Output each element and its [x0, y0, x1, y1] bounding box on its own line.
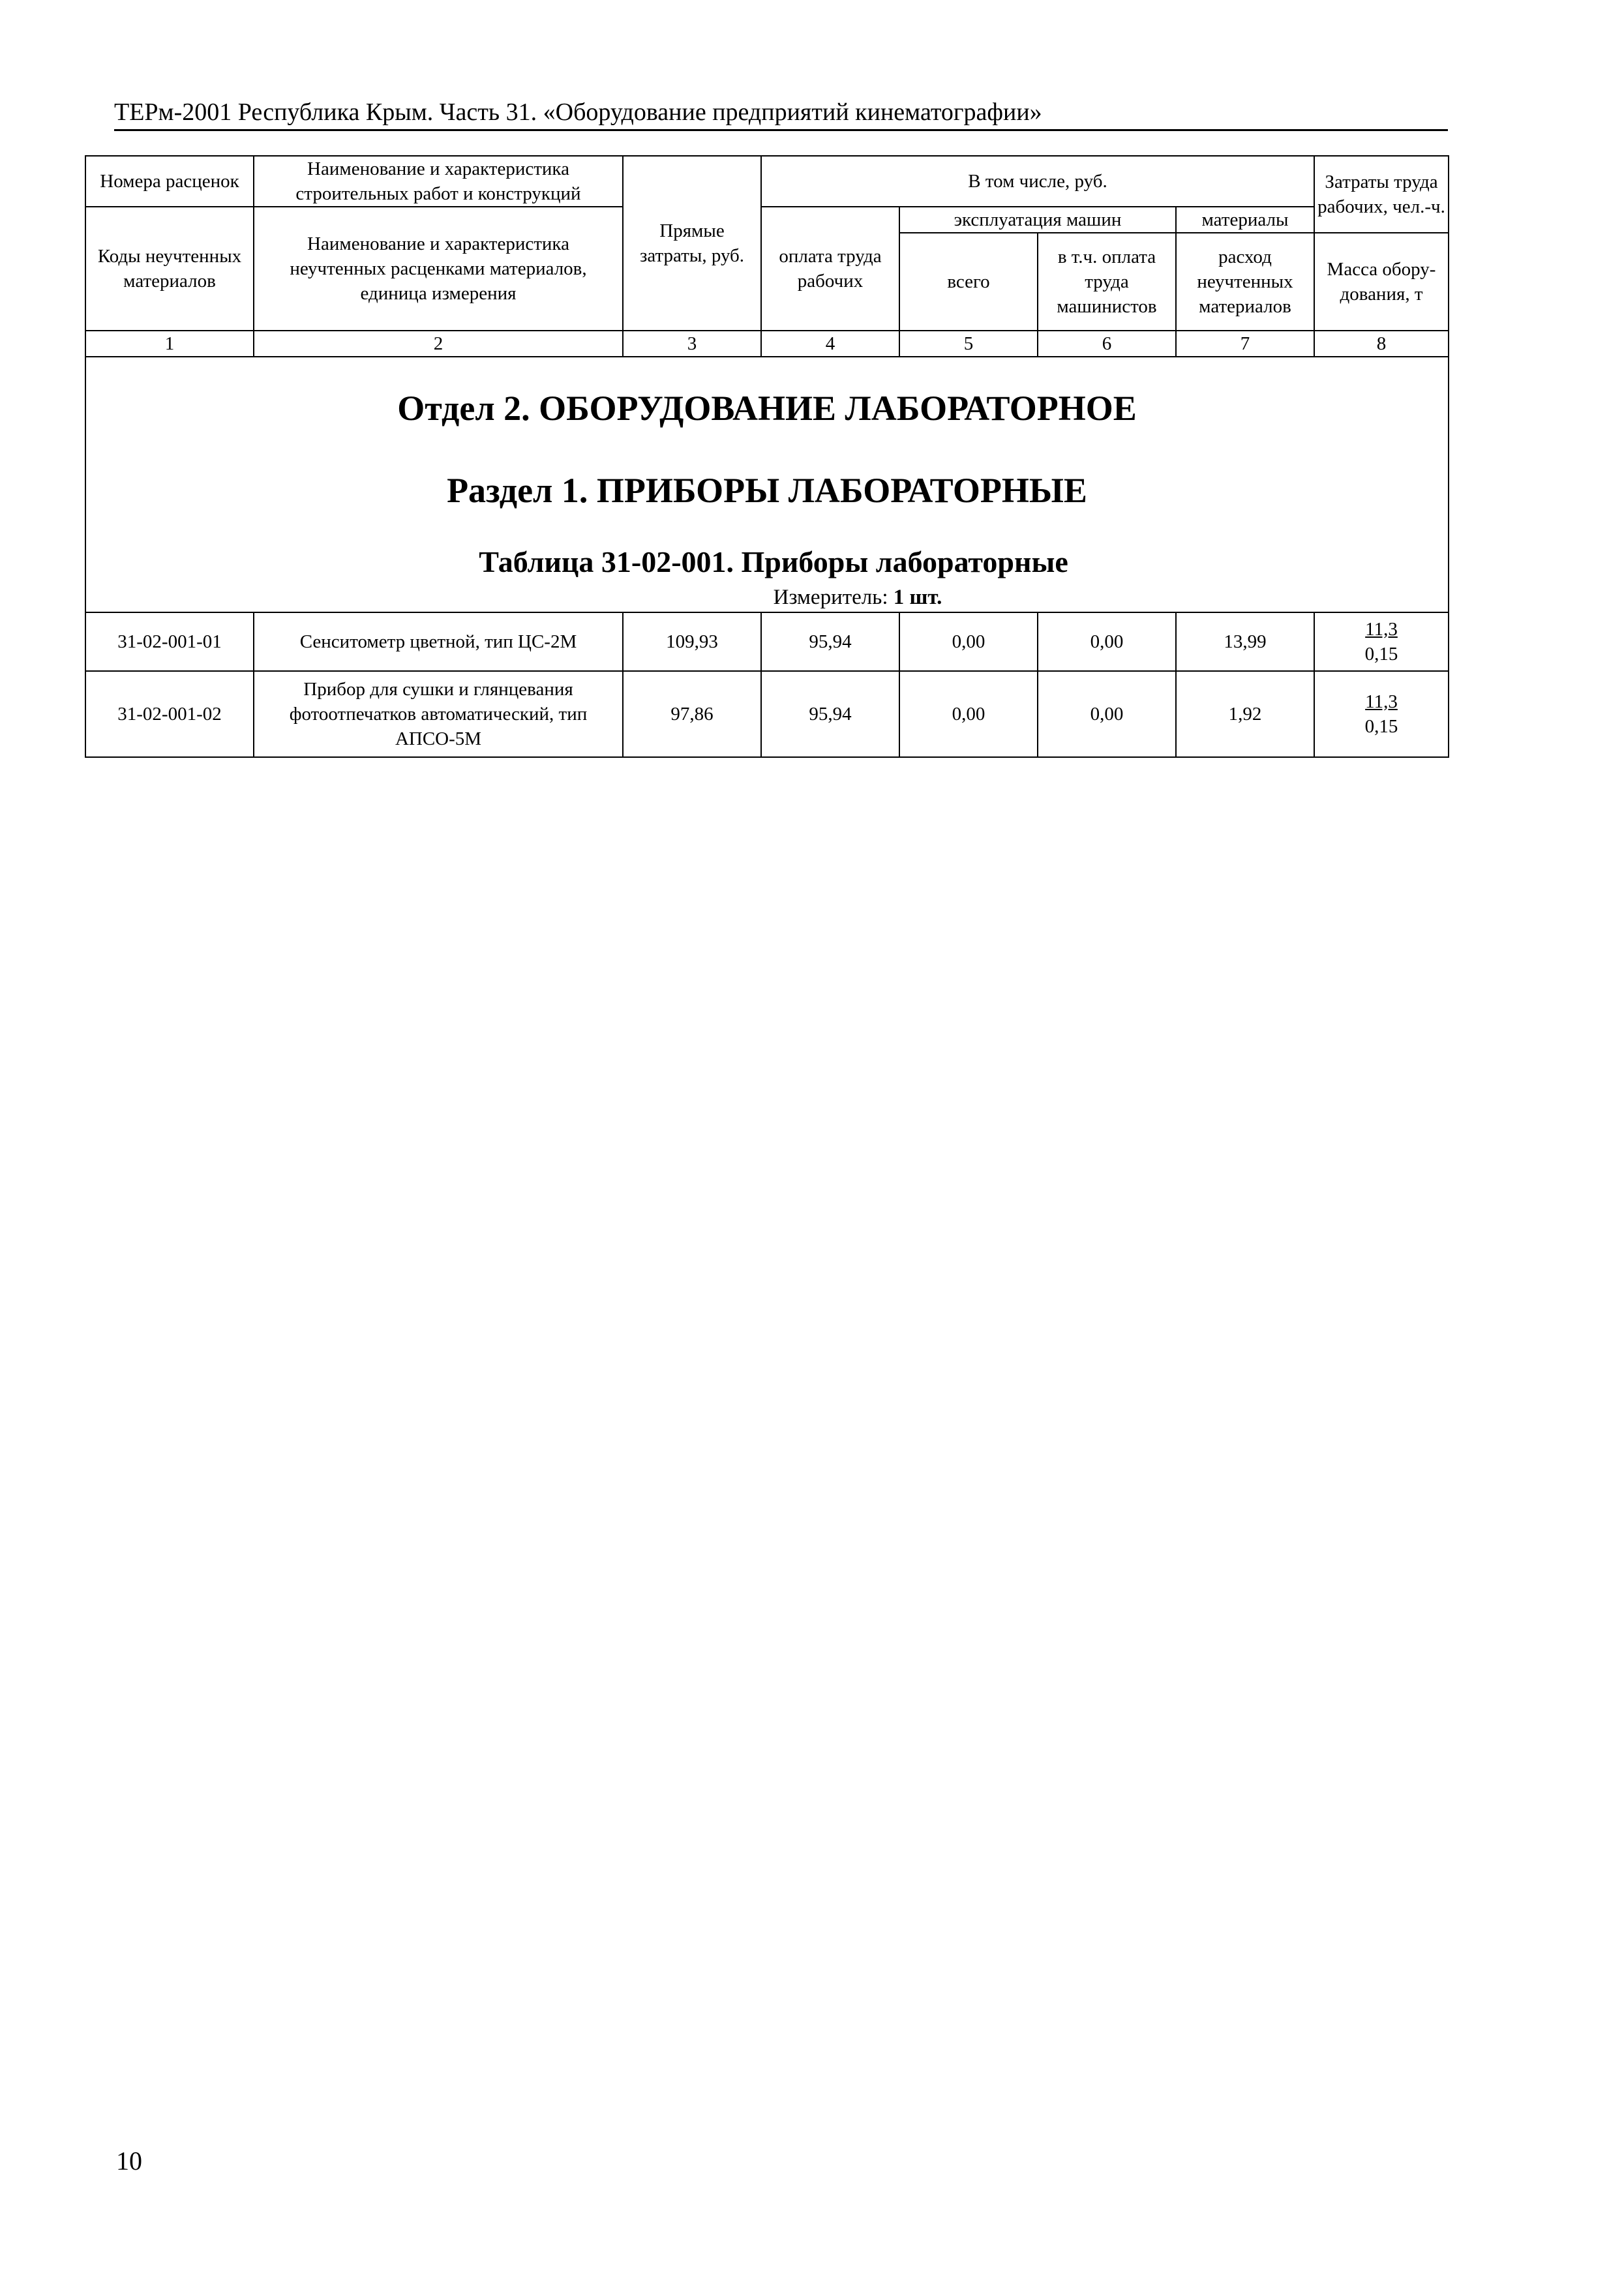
header-col6: в т.ч. оплата труда машинистов: [1038, 233, 1176, 331]
header-col1-bottom: Коды неучтенных материалов: [85, 207, 254, 331]
labor-and-mass: [1314, 671, 1449, 757]
rate-code: 31-02-001-02: [85, 671, 254, 757]
column-index: 6: [1038, 331, 1176, 357]
header-col3: Прямые затраты, руб.: [623, 156, 761, 331]
machines-total: 0,00: [899, 612, 1038, 671]
section-block: [85, 357, 1449, 612]
header-col2-top: Наименование и характеристика строительных работ и конструкций: [254, 156, 623, 207]
rate-name: Сенситометр цветной, тип ЦС-2М: [254, 612, 623, 671]
meter-label: Измеритель:: [773, 586, 888, 609]
materials-cost: 13,99: [1176, 612, 1314, 671]
column-index: 3: [623, 331, 761, 357]
labor-hours: 11,3: [1365, 619, 1398, 640]
labor-and-mass: [1314, 612, 1449, 671]
department-title: Отдел 2. ОБОРУДОВАНИЕ ЛАБОРАТОРНОЕ: [397, 389, 1137, 428]
machines-total: 0,00: [899, 671, 1038, 757]
equipment-mass: 0,15: [1364, 644, 1398, 665]
meter-line: [270, 584, 1445, 610]
direct-costs: 97,86: [623, 671, 761, 757]
header-materials-group: материалы: [1176, 207, 1314, 233]
header-col7: расход неучтенных материалов: [1176, 233, 1314, 331]
column-index: 4: [761, 331, 899, 357]
labor-pay: 95,94: [761, 671, 899, 757]
header-col5: всего: [899, 233, 1038, 331]
header-col8-top: Затраты труда рабочих, чел.-ч.: [1314, 156, 1449, 233]
part-title: Раздел 1. ПРИБОРЫ ЛАБОРАТОРНЫЕ: [447, 471, 1087, 510]
rate-code: 31-02-001-01: [85, 612, 254, 671]
column-index: 2: [254, 331, 623, 357]
meter-value: 1 шт.: [893, 586, 942, 609]
rates-table: [85, 155, 1449, 758]
column-index: 5: [899, 331, 1038, 357]
column-index: 8: [1314, 331, 1449, 357]
table-row: [85, 612, 1449, 671]
table-row: [85, 671, 1449, 757]
header-col4: оплата труда рабочих: [761, 207, 899, 331]
header-col8-bottom: Масса обору-дования, т: [1314, 233, 1449, 331]
header-machines-group: эксплуатация машин: [899, 207, 1176, 233]
rate-name: Прибор для сушки и глянцевания фотоотпечатков автоматический, тип АПСО-5М: [254, 671, 623, 757]
equipment-mass: 0,15: [1364, 716, 1398, 737]
page-number: 10: [116, 2146, 142, 2176]
machinists-pay: 0,00: [1038, 671, 1176, 757]
labor-hours: 11,3: [1365, 691, 1398, 712]
table-title: Таблица 31-02-001. Приборы лабораторные: [479, 545, 1068, 578]
column-index: 1: [85, 331, 254, 357]
running-header: ТЕРм-2001 Республика Крым. Часть 31. «Оборудование предприятий кинематографии»: [114, 98, 1448, 131]
labor-pay: 95,94: [761, 612, 899, 671]
column-index: 7: [1176, 331, 1314, 357]
header-col2-bottom: Наименование и характеристика неучтенных расценками материалов, единица измерения: [254, 207, 623, 331]
header-group: В том числе, руб.: [761, 156, 1314, 207]
materials-cost: 1,92: [1176, 671, 1314, 757]
machinists-pay: 0,00: [1038, 612, 1176, 671]
header-col1-top: Номера расценок: [85, 156, 254, 207]
direct-costs: 109,93: [623, 612, 761, 671]
